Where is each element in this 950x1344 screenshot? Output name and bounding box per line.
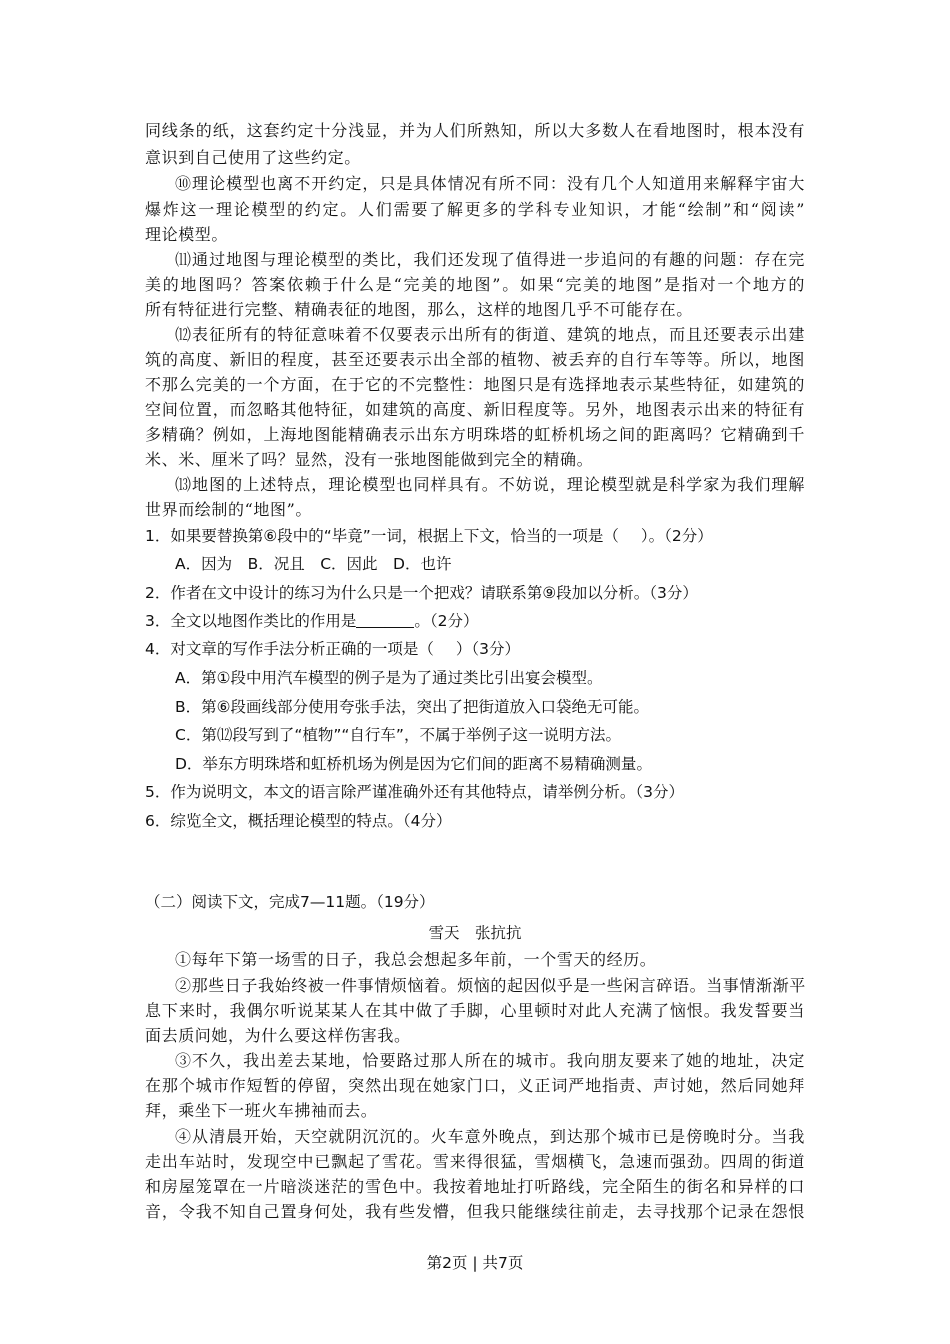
question-4	[145, 638, 520, 660]
question-4-option-c: C．第⑿段写到了“植物”“自行车”，不属于举例子这一说明方法。	[175, 726, 621, 744]
passage-line: 走出车站时，发现空中已飘起了雪花。雪来得很猛，雪烟横飞，急速而强劲。四周的街道	[145, 1152, 805, 1171]
question-5: 5．作为说明文，本文的语言除严谨准确外还有其他特点，请举例分析。（3分）	[145, 783, 684, 801]
page-footer: 第2页 | 共7页	[426, 1254, 524, 1272]
question-4-text: 4．对文章的写作手法分析正确的一项是（	[145, 640, 434, 658]
question-1-text: 1．如果要替换第⑥段中的“毕竟”一词，根据上下文，恰当的一项是（	[145, 527, 619, 545]
passage-line: 米、米、厘米了吗？显然，没有一张地图能做到完全的精确。	[145, 450, 594, 469]
passage-line: 在那个城市作短暂的停留，突然出现在她家门口，义正词严地指责、声讨她，然后同她拜	[145, 1076, 805, 1095]
passage-line: 筑的高度、新旧的程度，甚至还要表示出全部的植物、被丢弃的自行车等等。所以，地图	[145, 350, 805, 369]
passage-line: 理论模型。	[145, 225, 229, 244]
question-4-option-d: D．举东方明珠塔和虹桥机场为例是因为它们间的距离不易精确测量。	[175, 755, 652, 773]
question-1-tail: ）。（2分）	[640, 527, 713, 545]
question-4-option-a: A．第①段中用汽车模型的例子是为了通过类比引出宴会模型。	[175, 669, 603, 687]
passage-line: 意识到自己使用了这些约定。	[145, 148, 361, 167]
passage-line: ②那些日子我始终被一件事情烦恼着。烦恼的起因似乎是一些闲言碎语。当事情渐渐平	[175, 976, 806, 995]
question-2: 2．作者在文中设计的练习为什么只是一个把戏？请联系第⑨段加以分析。（3分）	[145, 584, 698, 602]
fill-in-blank	[356, 613, 414, 628]
passage-line: ⑾通过地图与理论模型的类比，我们还发现了值得进一步追问的有趣的问题：存在完	[175, 250, 805, 269]
question-3	[145, 610, 479, 632]
passage-line: 拜，乘坐下一班火车拂袖而去。	[145, 1101, 378, 1120]
passage-line: 所有特征进行完整、精确表征的地图，那么，这样的地图几乎不可能存在。	[145, 300, 693, 319]
passage-line: 面去质问她，为什么要这样伤害我。	[145, 1026, 411, 1045]
passage-line: ⑩理论模型也离不开约定，只是具体情况有所不同：没有几个人知道用来解释宇宙大	[175, 174, 805, 193]
passage-line: 爆炸这一理论模型的约定。人们需要了解更多的学科专业知识，才能“绘制”和“阅读”	[145, 200, 805, 219]
question-1-options: A．因为 B．况且 C．因此 D．也许	[175, 555, 452, 573]
passage-line: 世界而绘制的“地图”。	[145, 500, 312, 519]
question-3-text: 3．全文以地图作类比的作用是	[145, 612, 357, 630]
passage-line: 和房屋笼罩在一片暗淡迷茫的雪色中。我按着地址打听路线，完全陌生的街名和异样的口	[145, 1177, 805, 1196]
article-title: 雪天 张抗抗	[428, 924, 522, 942]
passage-line: ①每年下第一场雪的日子，我总会想起多年前，一个雪天的经历。	[175, 950, 657, 969]
passage-line: 不那么完美的一个方面，在于它的不完整性：地图只是有选择地表示某些特征，如建筑的	[145, 375, 805, 394]
passage-line: ⑿表征所有的特征意味着不仅要表示出所有的街道、建筑的地点，而且还要表示出建	[175, 325, 805, 344]
question-3-tail: 。（2分）	[414, 612, 479, 630]
passage-line: ④从清晨开始，天空就阴沉沉的。火车意外晚点，到达那个城市已是傍晚时分。当我	[175, 1127, 805, 1146]
passage-line: 音，令我不知自己置身何处，我有些发懵，但我只能继续往前走，去寻找那个记录在怨恨	[145, 1202, 805, 1221]
question-1	[145, 525, 713, 547]
question-6: 6．综览全文，概括理论模型的特点。（4分）	[145, 812, 452, 830]
passage-line: 美的地图吗？答案依赖于什么是“完美的地图”。如果“完美的地图”是指对一个地方的	[145, 275, 805, 294]
passage-line: 空间位置，而忽略其他特征，如建筑的高度、新旧程度等。另外，地图表示出来的特征有	[145, 400, 805, 419]
passage-line: ③不久，我出差去某地，恰要路过那人所在的城市。我向朋友要来了她的地址，决定	[175, 1051, 805, 1070]
passage-line: 多精确？例如，上海地图能精确表示出东方明珠塔的虹桥机场之间的距离吗？它精确到千	[145, 425, 805, 444]
passage-line: 同线条的纸，这套约定十分浅显，并为人们所熟知，所以大多数人在看地图时，根本没有	[145, 121, 805, 140]
passage-line: 息下来时，我偶尔听说某某人在其中做了手脚，心里顿时对此人充满了恼恨。我发誓要当	[145, 1001, 805, 1020]
question-4-option-b: B．第⑥段画线部分使用夸张手法，突出了把街道放入口袋绝无可能。	[175, 698, 650, 716]
passage-line: ⒀地图的上述特点，理论模型也同样具有。不妨说，理论模型就是科学家为我们理解	[175, 475, 805, 494]
question-4-tail: ）（3分）	[455, 640, 520, 658]
section-heading: （二）阅读下文，完成7—11题。（19分）	[145, 893, 435, 911]
